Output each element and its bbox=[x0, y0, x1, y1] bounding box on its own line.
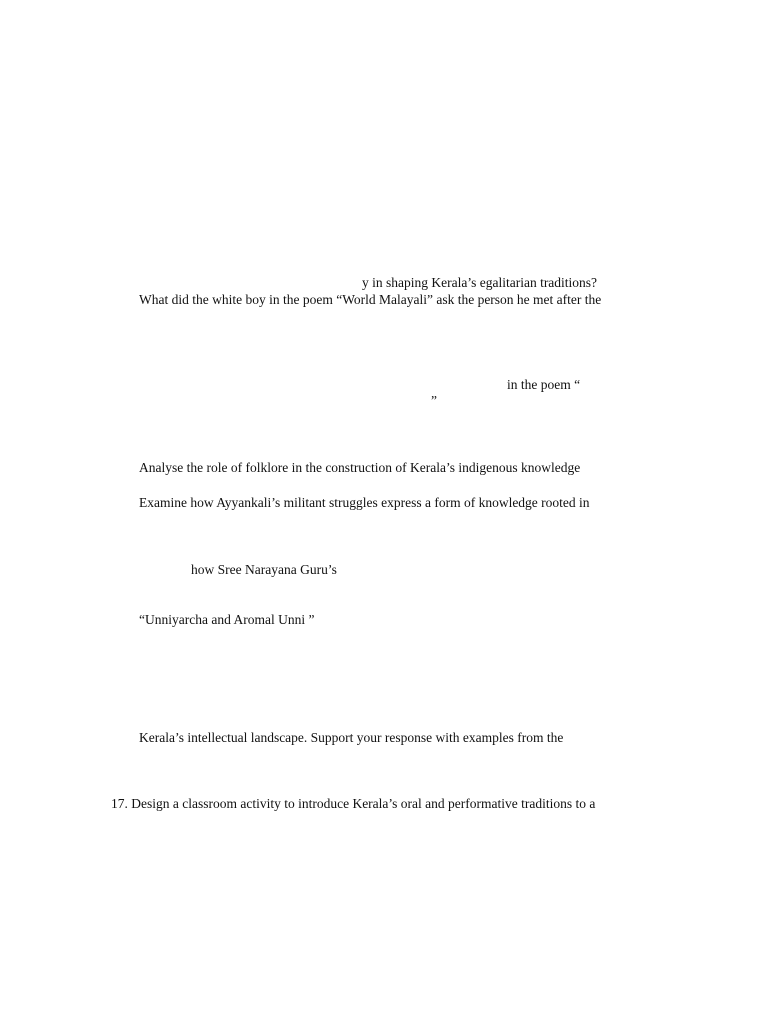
text-line-closing-quote: ” bbox=[431, 393, 437, 408]
text-line-question-17: 17. Design a classroom activity to introduce Kerala’s oral and performative traditions to a bbox=[111, 796, 596, 811]
text-line-world-malayali-question: What did the white boy in the poem “World Malayali” ask the person he met after the bbox=[139, 292, 602, 307]
text-line-ayyankali-question: Examine how Ayyankali’s militant struggles express a form of knowledge rooted in bbox=[139, 495, 590, 510]
text-line-narayana-guru: how Sree Narayana Guru’s bbox=[191, 562, 337, 577]
text-line-folklore-question: Analyse the role of folklore in the construction of Kerala’s indigenous knowledge bbox=[139, 460, 581, 475]
text-line-unniyarcha: “Unniyarcha and Aromal Unni ” bbox=[139, 612, 315, 627]
text-line-in-the-poem: in the poem “ bbox=[507, 377, 581, 392]
text-line-intellectual-landscape: Kerala’s intellectual landscape. Support your response with examples from the bbox=[139, 730, 564, 745]
text-line-egalitarian-traditions: y in shaping Kerala’s egalitarian traditions? bbox=[362, 275, 598, 290]
